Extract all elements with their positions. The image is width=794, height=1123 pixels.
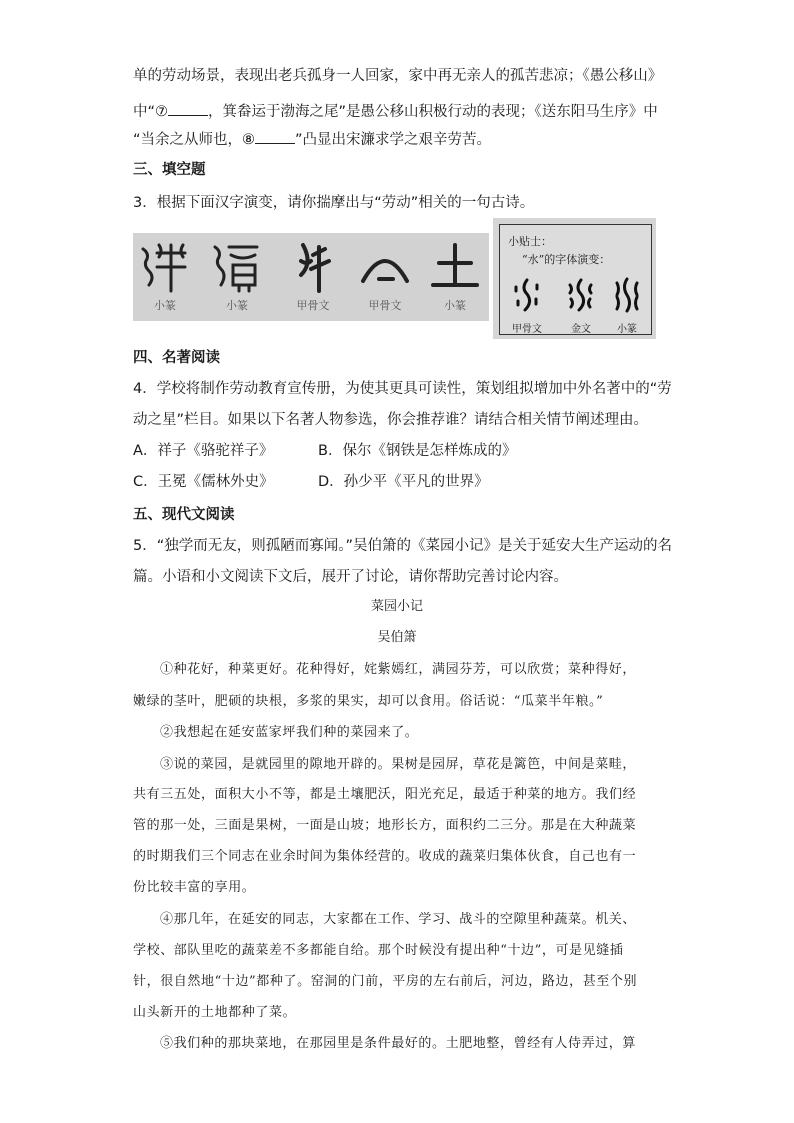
section-5-heading: 五、现代文阅读 <box>133 507 235 523</box>
character-evolution-image <box>133 233 489 321</box>
para-3-line-4: 的时期我们三个同志在业余时间为集体经营的。收成的蔬菜归集体伙食，自己也有一 <box>133 849 637 864</box>
intro-line-2 <box>133 101 658 122</box>
para-4-line-2: 学校、部队里吃的蔬菜差不多都能自给。那个时候没有提出种“十边”，可是见缝插 <box>133 943 624 958</box>
para-4-line-1: ④那几年，在延安的同志，大家都在工作、学习、战斗的空隙里种蔬菜。机关、 <box>160 912 637 927</box>
tip-title: 小贴士： <box>508 235 552 248</box>
water-bronze-glyph <box>566 277 596 313</box>
intro-line-3-end: ”凸显出宋濂求学之艰辛劳苦。 <box>295 132 492 148</box>
question-4-line-2: 动之星”栏目。如果以下名著人物参选，你会推荐谁？请结合相关情节阐述理由。 <box>133 412 649 428</box>
option-c: C．王冕《儒林外史》 <box>133 474 274 490</box>
para-4-line-3: 针，很自然地“十边”都种了。窑洞的门前，平房的左右前后，河边，路边，甚至个别 <box>133 974 638 989</box>
section-3-heading: 三、填空题 <box>133 162 206 178</box>
caption-3: 甲骨文 <box>296 299 330 312</box>
blank-8 <box>255 129 295 144</box>
para-3-line-5: 份比较丰富的享用。 <box>133 880 256 895</box>
para-1-line-1: ①种花好，种菜更好。花种得好，姹紫嫣红，满园芬芳，可以欣赏；菜种得好， <box>160 662 637 677</box>
intro-line-1: 单的劳动场景，表现出老兵孤身一人回家，家中再无亲人的孤苦悲凉；《愚公移山》 <box>133 68 663 84</box>
blank-7 <box>168 101 208 116</box>
question-4-line-1: 4．学校将制作劳动教育宣传册，为使其更具可读性，策划组拟增加中外名著中的“劳 <box>133 381 672 397</box>
tip-box <box>493 218 656 339</box>
para-2: ②我想起在延安蓝家坪我们种的菜园来了。 <box>160 725 419 740</box>
caption-2: 小篆 <box>226 299 248 312</box>
section-4-heading: 四、名著阅读 <box>133 350 220 366</box>
tip-frame <box>499 224 652 335</box>
para-1-line-2: 嫩绿的茎叶，肥硕的块根，多浆的果实，却可以食用。俗话说：“瓜菜半年粮。” <box>133 694 604 709</box>
para-3-line-1: ③说的菜园，是就园里的隙地开辟的。果树是园屏，草花是篱笆，中间是菜畦， <box>160 757 637 772</box>
question-3: 3．根据下面汉字演变，请你揣摩出与“劳动”相关的一句古诗。 <box>133 195 535 211</box>
article-author: 吴伯箫 <box>377 630 417 645</box>
para-4-line-4: 山头新开的土地都种了菜。 <box>133 1005 297 1020</box>
tip-caption-2: 金文 <box>571 324 591 335</box>
question-5-line-2: 篇。小语和小文阅读下文后，展开了讨论，请你帮助完善讨论内容。 <box>133 569 568 585</box>
intro-line-2-start: 中“⑦ <box>133 104 169 120</box>
caption-1: 小篆 <box>154 299 176 312</box>
seal-glyph-1 <box>135 239 195 295</box>
intro-line-3 <box>133 129 491 150</box>
tip-caption-3: 小篆 <box>617 324 637 335</box>
intro-line-3-start: “当余之从师也，⑧ <box>133 132 256 148</box>
para-5-line-1: ⑤我们种的那块菜地，在那园里是条件最好的。土肥地整，曾经有人侍弄过，算 <box>160 1036 637 1051</box>
tip-subtitle: “水”的字体演变： <box>522 253 611 266</box>
option-d: D．孙少平《平凡的世界》 <box>318 474 489 490</box>
para-3-line-3: 管的那一处，三面是果树，一面是山坡；地形长方，面积约二三分。那是在大种蔬菜 <box>133 818 637 833</box>
seal-glyph-2 <box>207 239 267 295</box>
caption-4: 甲骨文 <box>368 299 402 312</box>
option-b: B．保尔《钢铁是怎样炼成的》 <box>318 443 517 459</box>
question-5-line-1: 5．“独学而无友，则孤陋而寡闻。”吴伯箫的《菜园小记》是关于延安大生产运动的名 <box>133 538 672 554</box>
water-oracle-glyph <box>512 277 542 313</box>
caption-5: 小篆 <box>444 299 466 312</box>
oracle-glyph-4 <box>355 239 415 295</box>
option-a: A．祥子《骆驼祥子》 <box>133 443 274 459</box>
article-title: 菜园小记 <box>370 599 423 614</box>
para-3-line-2: 共有三五处，面积大小不等，都是土壤肥沃，阳光充足，最适于种菜的地方。我们经 <box>133 787 637 802</box>
oracle-glyph-3 <box>283 239 343 295</box>
seal-glyph-5 <box>425 239 485 295</box>
intro-line-2-end: ，箕畚运于渤海之尾”是愚公移山积极行动的表现；《送东阳马生序》中 <box>208 104 658 120</box>
water-seal-glyph <box>612 277 642 313</box>
tip-caption-1: 甲骨文 <box>512 324 542 335</box>
